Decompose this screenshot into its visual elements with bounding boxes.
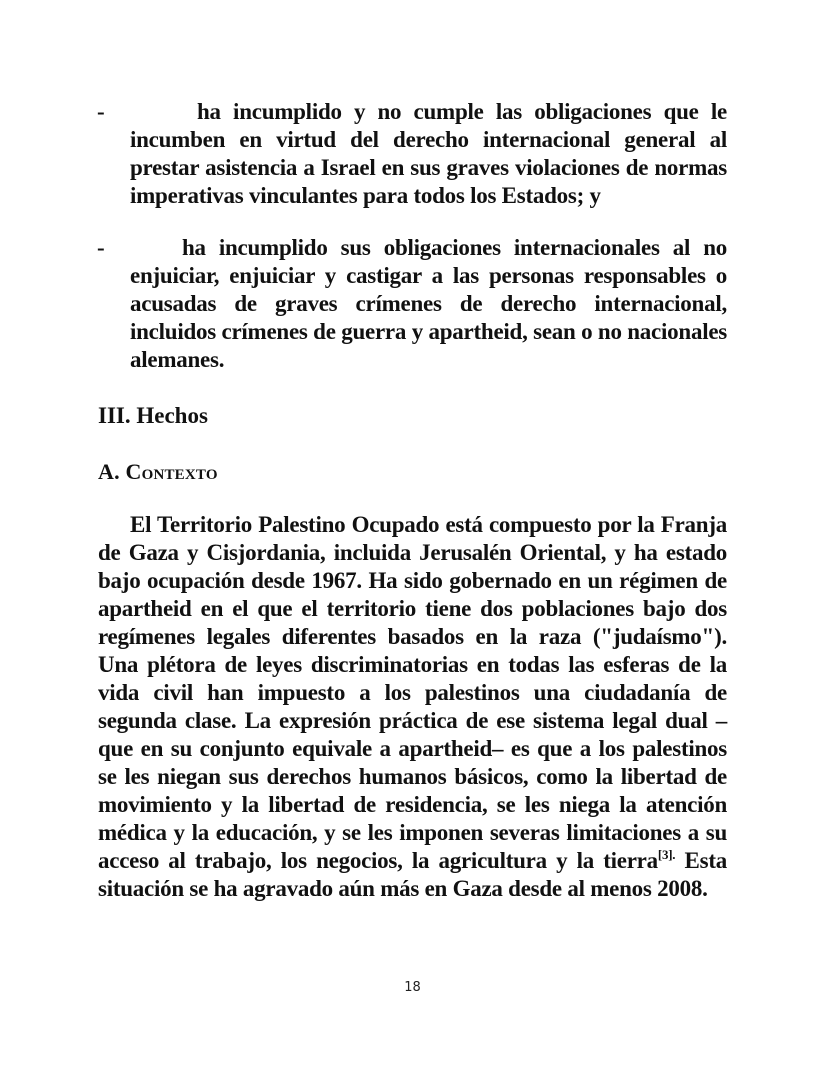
bullet-text: ha incumplido y no cumple las obligaciones que le incumben en virtud del derecho internacional general al prestar asistencia a Israel en sus graves violaciones de normas imperativas vinculantes para todos los Estados; y (130, 99, 727, 208)
bullet-item (97, 98, 727, 210)
paragraph-text-continued: Esta situación se ha agravado aún más en Gaza desde al menos 2008. (98, 848, 727, 901)
body-paragraph (98, 511, 727, 903)
bullet-dash: - (97, 99, 105, 124)
bullet-text: ha incumplido sus obligaciones internacionales al no enjuiciar, enjuiciar y castigar a las personas responsables o acusadas de graves crímenes de derecho internacional, incluidos crímenes de guerra y apartheid, sean o no nacionales alemanes. (130, 235, 727, 372)
bullet-item (97, 234, 727, 374)
subsection-heading: A. Contexto (98, 459, 218, 484)
section-heading: III. Hechos (98, 403, 208, 428)
paragraph-text: El Territorio Palestino Ocupado está compuesto por la Franja de Gaza y Cisjordania, incluida Jerusalén Oriental, y ha estado bajo ocupación desde 1967. Ha sido gobernado en un régimen de apartheid en el que el territorio tiene dos poblaciones bajo dos regímenes legales diferentes basados en la raza ("judaísmo"). Una plétora de leyes discriminatorias en todas las esferas de la vida civil han impuesto a los palestinos una ciudadanía de segunda clase. La expresión práctica de ese sistema legal dual –que en su conjunto equivale a apartheid– es que a los palestinos se les niegan sus derechos humanos básicos, como la libertad de movimiento y la libertad de residencia, se les niega la atención médica y la educación, y se les imponen severas limitaciones a su acceso al trabajo, los negocios, la agricultura y la tierra (98, 512, 727, 873)
bullet-dash: - (97, 235, 105, 260)
footnote-reference[interactable]: [3]. (657, 847, 676, 862)
page-number: 18 (404, 980, 421, 995)
